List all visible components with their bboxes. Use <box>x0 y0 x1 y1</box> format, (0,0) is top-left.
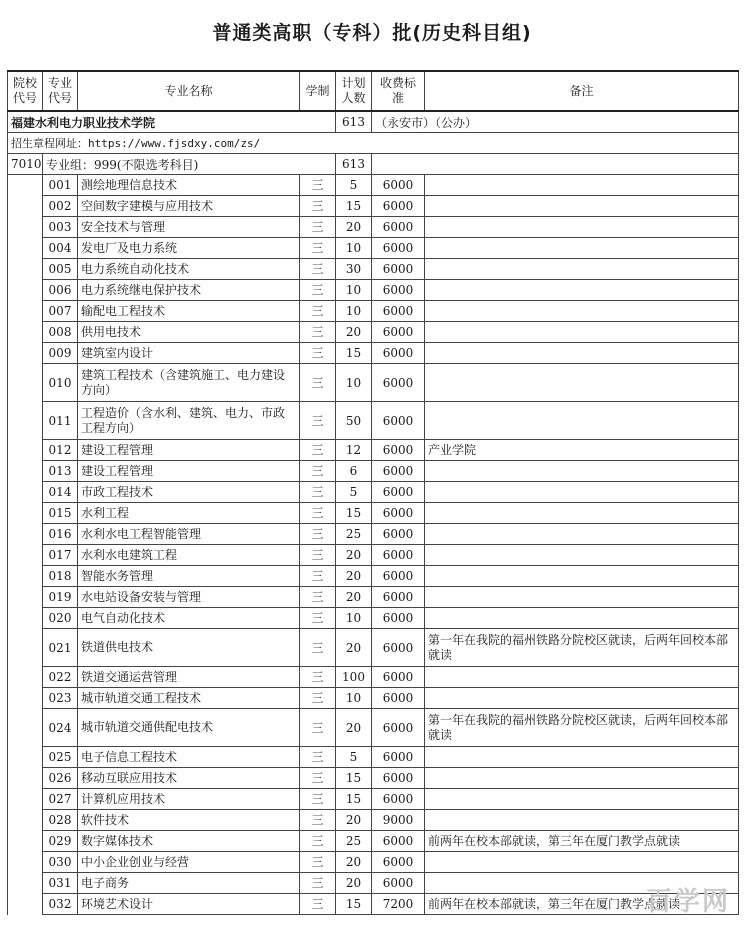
major-remark: 第一年在我院的福州铁路分院校区就读，后两年回校本部就读 <box>425 709 739 747</box>
major-name: 测绘地理信息技术 <box>78 175 300 196</box>
major-fee: 6000 <box>372 482 425 503</box>
major-code: 020 <box>43 608 78 629</box>
major-duration: 三 <box>300 461 336 482</box>
major-fee: 6000 <box>372 566 425 587</box>
group-plan: 613 <box>336 154 372 175</box>
school-code-cell <box>8 873 43 894</box>
table-row <box>8 175 739 196</box>
header-major-code: 专业代号 <box>43 71 78 111</box>
major-remark: 产业学院 <box>425 440 739 461</box>
major-remark: 第一年在我院的福州铁路分院校区就读，后两年回校本部就读 <box>425 629 739 667</box>
major-fee: 6000 <box>372 709 425 747</box>
major-fee: 6000 <box>372 217 425 238</box>
table-row <box>8 364 739 402</box>
table-row <box>8 503 739 524</box>
school-code-cell <box>8 747 43 768</box>
major-fee: 6000 <box>372 364 425 402</box>
major-remark <box>425 747 739 768</box>
school-code-cell <box>8 789 43 810</box>
school-code-cell <box>8 524 43 545</box>
major-name: 城市轨道交通工程技术 <box>78 688 300 709</box>
major-plan: 5 <box>336 175 372 196</box>
major-fee: 6000 <box>372 873 425 894</box>
school-code-cell <box>8 831 43 852</box>
major-duration: 三 <box>300 747 336 768</box>
major-fee: 6000 <box>372 503 425 524</box>
major-fee: 6000 <box>372 789 425 810</box>
major-code: 018 <box>43 566 78 587</box>
school-code-cell <box>8 629 43 667</box>
header-remark: 备注 <box>425 71 739 111</box>
major-remark <box>425 364 739 402</box>
major-remark <box>425 175 739 196</box>
major-name: 中小企业创业与经营 <box>78 852 300 873</box>
major-plan: 10 <box>336 280 372 301</box>
major-fee: 6000 <box>372 440 425 461</box>
table-row <box>8 545 739 566</box>
major-code: 026 <box>43 768 78 789</box>
group-code: 7010 <box>8 154 43 175</box>
major-duration: 三 <box>300 894 336 915</box>
major-plan: 10 <box>336 301 372 322</box>
major-name: 环境艺术设计 <box>78 894 300 915</box>
major-remark <box>425 587 739 608</box>
major-name: 供用电技术 <box>78 322 300 343</box>
school-code-cell <box>8 482 43 503</box>
major-name: 水利工程 <box>78 503 300 524</box>
major-code: 016 <box>43 524 78 545</box>
table-row <box>8 747 739 768</box>
school-code-cell <box>8 852 43 873</box>
table-row <box>8 402 739 440</box>
table-row <box>8 301 739 322</box>
major-remark <box>425 482 739 503</box>
major-plan: 15 <box>336 343 372 364</box>
table-row <box>8 768 739 789</box>
major-duration: 三 <box>300 259 336 280</box>
watermark-logo <box>646 881 730 918</box>
major-code: 001 <box>43 175 78 196</box>
major-code: 023 <box>43 688 78 709</box>
major-duration: 三 <box>300 789 336 810</box>
table-row <box>8 322 739 343</box>
institution-row <box>8 111 739 133</box>
major-remark <box>425 667 739 688</box>
table-row <box>8 196 739 217</box>
school-code-cell <box>8 503 43 524</box>
major-remark <box>425 524 739 545</box>
major-plan: 15 <box>336 894 372 915</box>
major-code: 025 <box>43 747 78 768</box>
school-code-cell <box>8 667 43 688</box>
admission-url: 招生章程网址：https://www.fjsdxy.com/zs/ <box>8 133 739 154</box>
school-code-cell <box>8 566 43 587</box>
major-plan: 20 <box>336 566 372 587</box>
major-plan: 20 <box>336 873 372 894</box>
major-plan: 50 <box>336 402 372 440</box>
major-duration: 三 <box>300 873 336 894</box>
major-code: 002 <box>43 196 78 217</box>
major-code: 017 <box>43 545 78 566</box>
table-row <box>8 894 739 915</box>
major-duration: 三 <box>300 503 336 524</box>
major-name: 计算机应用技术 <box>78 789 300 810</box>
major-remark <box>425 545 739 566</box>
table-row <box>8 461 739 482</box>
major-duration: 三 <box>300 364 336 402</box>
major-duration: 三 <box>300 852 336 873</box>
major-duration: 三 <box>300 831 336 852</box>
school-code-cell <box>8 709 43 747</box>
major-fee: 6000 <box>372 524 425 545</box>
major-name: 电力系统继电保护技术 <box>78 280 300 301</box>
school-code-cell <box>8 259 43 280</box>
major-duration: 三 <box>300 524 336 545</box>
major-plan: 25 <box>336 524 372 545</box>
school-code-cell <box>8 322 43 343</box>
major-duration: 三 <box>300 343 336 364</box>
major-code: 012 <box>43 440 78 461</box>
major-fee: 6000 <box>372 747 425 768</box>
school-code-cell <box>8 810 43 831</box>
major-plan: 15 <box>336 196 372 217</box>
major-fee: 6000 <box>372 688 425 709</box>
major-code: 019 <box>43 587 78 608</box>
major-fee: 6000 <box>372 461 425 482</box>
major-plan: 15 <box>336 768 372 789</box>
page-title: 普通类高职（专科）批(历史科目组) <box>212 22 532 44</box>
major-name: 建筑室内设计 <box>78 343 300 364</box>
major-duration: 三 <box>300 608 336 629</box>
table-row <box>8 259 739 280</box>
major-plan: 30 <box>336 259 372 280</box>
major-name: 建设工程管理 <box>78 461 300 482</box>
major-duration: 三 <box>300 238 336 259</box>
major-name: 软件技术 <box>78 810 300 831</box>
table-row <box>8 709 739 747</box>
major-plan: 10 <box>336 238 372 259</box>
major-remark: 前两年在校本部就读，第三年在厦门教学点就读 <box>425 831 739 852</box>
major-fee: 6000 <box>372 322 425 343</box>
major-duration: 三 <box>300 667 336 688</box>
major-plan: 10 <box>336 688 372 709</box>
table-row <box>8 789 739 810</box>
header-school-code: 院校代号 <box>8 71 43 111</box>
major-remark <box>425 608 739 629</box>
major-name: 建筑工程技术（含建筑施工、电力建设方向） <box>78 364 300 402</box>
header-plan: 计划人数 <box>336 71 372 111</box>
school-code-cell <box>8 402 43 440</box>
school-code-cell <box>8 587 43 608</box>
major-fee: 6000 <box>372 259 425 280</box>
major-fee: 7200 <box>372 894 425 915</box>
major-name: 电子商务 <box>78 873 300 894</box>
major-plan: 12 <box>336 440 372 461</box>
group-row <box>8 154 739 175</box>
major-remark <box>425 789 739 810</box>
major-remark <box>425 322 739 343</box>
header-fee: 收费标准 <box>372 71 425 111</box>
major-plan: 15 <box>336 503 372 524</box>
school-code-cell <box>8 894 43 915</box>
table-row <box>8 608 739 629</box>
school-code-cell <box>8 343 43 364</box>
major-remark: 前两年在校本部就读，第三年在厦门教学点就读 <box>425 894 739 915</box>
header-row <box>8 71 739 111</box>
table-row <box>8 343 739 364</box>
major-name: 市政工程技术 <box>78 482 300 503</box>
major-plan: 20 <box>336 217 372 238</box>
institution-plan: 613 <box>336 111 372 133</box>
major-plan: 10 <box>336 364 372 402</box>
table-row <box>8 482 739 503</box>
school-code-cell <box>8 175 43 196</box>
major-duration: 三 <box>300 440 336 461</box>
school-code-cell <box>8 196 43 217</box>
major-fee: 6000 <box>372 629 425 667</box>
major-plan: 20 <box>336 322 372 343</box>
major-code: 008 <box>43 322 78 343</box>
table-row <box>8 238 739 259</box>
major-plan: 20 <box>336 810 372 831</box>
major-plan: 10 <box>336 608 372 629</box>
major-remark <box>425 217 739 238</box>
major-name: 移动互联应用技术 <box>78 768 300 789</box>
major-code: 027 <box>43 789 78 810</box>
major-code: 028 <box>43 810 78 831</box>
major-name: 空间数字建模与应用技术 <box>78 196 300 217</box>
school-code-cell <box>8 301 43 322</box>
table-row <box>8 688 739 709</box>
major-duration: 三 <box>300 175 336 196</box>
major-name: 智能水务管理 <box>78 566 300 587</box>
major-duration: 三 <box>300 810 336 831</box>
major-name: 工程造价（含水利、建筑、电力、市政工程方向） <box>78 402 300 440</box>
major-code: 014 <box>43 482 78 503</box>
major-plan: 5 <box>336 482 372 503</box>
major-fee: 6000 <box>372 343 425 364</box>
major-plan: 15 <box>336 789 372 810</box>
major-fee: 6000 <box>372 175 425 196</box>
major-name: 输配电工程技术 <box>78 301 300 322</box>
school-code-cell <box>8 545 43 566</box>
school-code-cell <box>8 461 43 482</box>
major-duration: 三 <box>300 482 336 503</box>
major-duration: 三 <box>300 280 336 301</box>
major-remark <box>425 196 739 217</box>
table-row <box>8 566 739 587</box>
institution-location: （永安市）（公办） <box>372 111 739 133</box>
table-row <box>8 217 739 238</box>
table-row <box>8 667 739 688</box>
major-duration: 三 <box>300 709 336 747</box>
major-remark <box>425 280 739 301</box>
major-remark <box>425 402 739 440</box>
major-plan: 20 <box>336 545 372 566</box>
major-duration: 三 <box>300 768 336 789</box>
major-fee: 6000 <box>372 402 425 440</box>
major-fee: 6000 <box>372 238 425 259</box>
institution-name: 福建水利电力职业技术学院 <box>8 111 336 133</box>
table-row <box>8 810 739 831</box>
major-remark <box>425 461 739 482</box>
header-major-name: 专业名称 <box>78 71 300 111</box>
major-code: 030 <box>43 852 78 873</box>
major-remark <box>425 238 739 259</box>
major-fee: 6000 <box>372 667 425 688</box>
major-remark <box>425 810 739 831</box>
major-remark <box>425 503 739 524</box>
institution-url-row <box>8 133 739 154</box>
table-row <box>8 524 739 545</box>
major-fee: 9000 <box>372 810 425 831</box>
major-fee: 6000 <box>372 852 425 873</box>
major-code: 010 <box>43 364 78 402</box>
major-plan: 100 <box>336 667 372 688</box>
school-code-cell <box>8 688 43 709</box>
major-duration: 三 <box>300 217 336 238</box>
major-duration: 三 <box>300 566 336 587</box>
major-code: 024 <box>43 709 78 747</box>
table-row <box>8 587 739 608</box>
major-name: 水利水电工程智能管理 <box>78 524 300 545</box>
school-code-cell <box>8 608 43 629</box>
major-code: 005 <box>43 259 78 280</box>
major-code: 004 <box>43 238 78 259</box>
group-empty <box>372 154 739 175</box>
major-code: 022 <box>43 667 78 688</box>
major-duration: 三 <box>300 301 336 322</box>
major-code: 029 <box>43 831 78 852</box>
major-remark <box>425 343 739 364</box>
major-plan: 20 <box>336 709 372 747</box>
major-code: 032 <box>43 894 78 915</box>
major-remark <box>425 852 739 873</box>
major-code: 007 <box>43 301 78 322</box>
major-name: 电力系统自动化技术 <box>78 259 300 280</box>
school-code-cell <box>8 280 43 301</box>
table-row <box>8 440 739 461</box>
major-code: 031 <box>43 873 78 894</box>
major-duration: 三 <box>300 587 336 608</box>
major-duration: 三 <box>300 196 336 217</box>
major-plan: 25 <box>336 831 372 852</box>
major-fee: 6000 <box>372 587 425 608</box>
major-code: 009 <box>43 343 78 364</box>
major-name: 城市轨道交通供配电技术 <box>78 709 300 747</box>
table-row <box>8 280 739 301</box>
major-name: 数字媒体技术 <box>78 831 300 852</box>
major-name: 水电站设备安装与管理 <box>78 587 300 608</box>
major-code: 021 <box>43 629 78 667</box>
major-plan: 20 <box>336 852 372 873</box>
major-duration: 三 <box>300 545 336 566</box>
major-fee: 6000 <box>372 545 425 566</box>
major-remark <box>425 301 739 322</box>
major-plan: 6 <box>336 461 372 482</box>
major-plan: 20 <box>336 629 372 667</box>
watermark-text: 百学网 <box>645 887 730 917</box>
school-code-cell <box>8 440 43 461</box>
major-remark <box>425 566 739 587</box>
school-code-cell <box>8 217 43 238</box>
admission-plan-table <box>7 70 739 915</box>
major-name: 建设工程管理 <box>78 440 300 461</box>
school-code-cell <box>8 238 43 259</box>
major-duration: 三 <box>300 402 336 440</box>
major-name: 铁道供电技术 <box>78 629 300 667</box>
major-name: 电子信息工程技术 <box>78 747 300 768</box>
major-fee: 6000 <box>372 280 425 301</box>
major-remark <box>425 259 739 280</box>
major-remark <box>425 768 739 789</box>
table-row <box>8 873 739 894</box>
major-code: 011 <box>43 402 78 440</box>
major-fee: 6000 <box>372 608 425 629</box>
group-label: 专业组：999(不限选考科目) <box>43 154 336 175</box>
major-code: 003 <box>43 217 78 238</box>
school-code-cell <box>8 768 43 789</box>
table-row <box>8 629 739 667</box>
major-remark <box>425 688 739 709</box>
major-name: 电气自动化技术 <box>78 608 300 629</box>
major-fee: 6000 <box>372 768 425 789</box>
major-duration: 三 <box>300 688 336 709</box>
school-code-cell <box>8 364 43 402</box>
table-row <box>8 831 739 852</box>
major-fee: 6000 <box>372 301 425 322</box>
major-name: 安全技术与管理 <box>78 217 300 238</box>
major-plan: 20 <box>336 587 372 608</box>
major-code: 015 <box>43 503 78 524</box>
header-duration: 学制 <box>300 71 336 111</box>
major-name: 铁道交通运营管理 <box>78 667 300 688</box>
table-row <box>8 852 739 873</box>
major-code: 006 <box>43 280 78 301</box>
major-name: 水利水电建筑工程 <box>78 545 300 566</box>
major-plan: 5 <box>336 747 372 768</box>
major-fee: 6000 <box>372 196 425 217</box>
major-code: 013 <box>43 461 78 482</box>
major-duration: 三 <box>300 629 336 667</box>
major-duration: 三 <box>300 322 336 343</box>
major-name: 发电厂及电力系统 <box>78 238 300 259</box>
major-fee: 6000 <box>372 831 425 852</box>
